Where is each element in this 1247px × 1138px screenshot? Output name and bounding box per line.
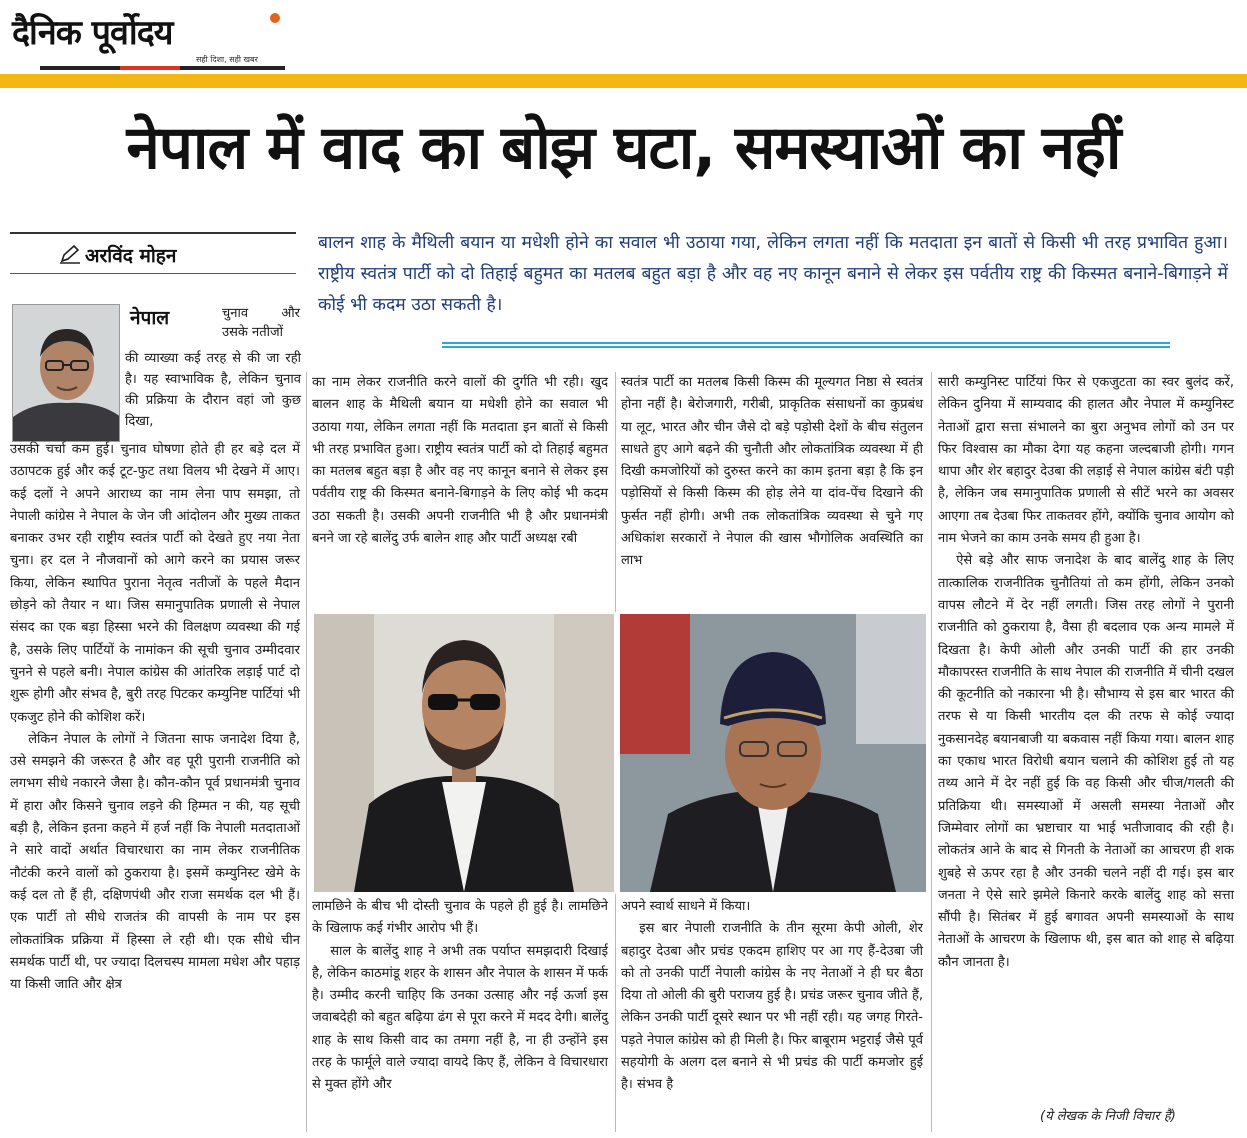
dateline: नेपाल <box>130 307 170 329</box>
paragraph: लेकिन नेपाल के लोगों ने जितना साफ जनादेश दिया है, उसे समझने की जरूरत है और वह पूरी पुरानी राजनीति को लगभग सीधे नकारने जैसा है। कौन-कौन पूर्व प्रधानमंत्री चुनाव में हारा और किसने चुनाव लड़ने की हिम्मत न की, यह सूची बड़ी है, लेकिन इतना कहने में हर्ज नहीं कि नेपाली मतदाताओं ने सारे वादों अर्थात विचारधारा का नाम लेकर राजनीतिक नौटंकी करने वालों को ठुकराया है। इसमें कम्युनिस्ट खेमे के कई दल तो हैं ही, दक्षिणपंथी और राजा समर्थक दल भी हैं। एक पार्टी तो सीधे राजतंत्र की वापसी के नाम पर इस लोकतांत्रिक प्रक्रिया में हिस्सा ले रही थी। एक सीधे चीन समर्थक पार्टी थी, पर ज्यादा दिलचस्प मामला मधेश और पहाड़ या किसी जाति और क्षेत्र <box>10 731 300 993</box>
column-divider <box>615 372 616 612</box>
column-divider <box>615 894 616 1132</box>
paragraph: उसकी चर्चा कम हुई। चुनाव घोषणा होते ही हर बड़े दल में उठापटक हुई और कई टूट-फुट तथा विलय भी देखने में आए। कई दलों ने अपने आराध्य का नाम लेना पाप समझा, तो नेपाली कांग्रेस ने नेपाल के जेन जी आंदोलन और मुख्य ताकत बनाकर उभर रही राष्ट्रीय स्वतंत्र पार्टी को देखते हुए नया नेता चुना। हर दल ने नौजवानों को आगे करने का प्रयास जरूर किया, लेकिन स्थापित पुराना नेतृत्व नतीजों के पहले मैदान छोड़ने को तैयार न था। जिस समानुपातिक प्रणाली से नेपाल संसद का एक बड़ा हिस्सा भरने की विलक्षण व्यवस्था की गई है, उसके लिए पार्टियों के नामांकन की सूची चुनाव उम्मीदवार चुनने से पहले बनी। नेपाल कांग्रेस की आंतरिक लड़ाई पार्ट दो शुरू होगी और संभव है, बुरी तरह पिटकर कम्युनिष्ट पार्टियां भी एकजुट होने की कोशिश करें। <box>10 442 300 725</box>
article-headline: नेपाल में वाद का बोझ घटा, समस्याओं का नहीं <box>126 113 1121 183</box>
byline-box <box>10 232 296 274</box>
article-column-3-continued <box>621 896 923 1097</box>
column-divider <box>931 372 932 1132</box>
paragraph: सारी कम्युनिस्ट पार्टियां फिर से एकजुटता का स्वर बुलंद करें, लेकिन दुनिया में साम्यवाद की हालत और नेपाल में कम्युनिस्ट नेताओं द्वारा सत्ता संभालने का बुरा अनुभव लोगों को उन पर फिर विश्वास का मौका देगा यह कहना जल्दबाजी होगी। गगन थापा और शेर बहादुर देउबा की लड़ाई से नेपाल कांग्रेस बंटी पड़ी है, लेकिन जब समानुपातिक प्रणाली से सीटें भरने का अवसर आएगा तब देउबा फिर ताकतवर होंगे, क्योंकि चुनाव आयोग को नाम भेजने का काम उनके समय ही हुआ है। <box>938 375 1234 547</box>
logo-dot-icon <box>270 13 280 23</box>
article-column-1-wrap: की व्याख्या कई तरह से की जा रही है। यह स्वाभाविक है, लेकिन चुनाव की प्रक्रिया के दौरान वहां जो कुछ दिखा, <box>125 351 301 429</box>
logo-tagline: सही दिशा, सही खबर <box>196 55 258 64</box>
article-deck: बालन शाह के मैथिली बयान या मधेशी होने का सवाल भी उठाया गया, लेकिन लगता नहीं कि मतदाता इन बातों से किसी भी तरह प्रभावित हुआ। राष्ट्रीय स्वतंत्र पार्टी को दो तिहाई बहुमत का मतलब बहुत बड़ा है और वह नए कानून बनाने से लेकर इस पर्वतीय राष्ट्र की किस्मत बनाने-बिगाड़ने में कोई भी कदम उठा सकती है। <box>318 233 1228 315</box>
author-byline: अरविंद मोहन <box>85 245 177 267</box>
photo-sher-bahadur-deuba <box>620 614 926 892</box>
column-divider <box>306 372 307 1132</box>
paragraph: साल के बालेंदु शाह ने अभी तक पर्याप्त समझदारी दिखाई है, लेकिन काठमांडू शहर के शासन और नेपाल के शासन में फर्क है। उम्मीद करनी चाहिए कि उनका उत्साह और नई ऊर्जा इस जवाबदेही को बहुत बढ़िया ढंग से पूरा करने में मदद देगी। बालेंदु शाह के साथ किसी वाद का तमगा नहीं है, ना ही उन्होंने इस तरह के फार्मूले वाले ज्यादा वायदे किए हैं, लेकिन वे विचारधारा से मुक्त होंगे और <box>312 943 608 1093</box>
logo-underline-accent <box>120 66 180 70</box>
paragraph: इस बार नेपाली राजनीति के तीन सूरमा केपी ओली, शेर बहादुर देउबा और प्रचंड एकदम हाशिए पर आ गए हैं-देउबा जी को तो उनकी पार्टी नेपाली कांग्रेस के नए नेताओं ने ही घर बैठा दिया तो ओली की बुरी पराजय हुई है। प्रचंड जरूर चुनाव जीते हैं, लेकिन उनकी पार्टी दूसरे स्थान पर भी नहीं रही। यह जगह गिरते-पड़ते नेपाल कांग्रेस को ही मिली है। फिर बाबूराम भट्टराई जैसे पूर्व सहयोगी के अलग दल बनाने से भी प्रचंड की पार्टी कमजोर हुई है। संभव है <box>621 921 923 1093</box>
article-column-2: का नाम लेकर राजनीति करने वालों की दुर्गति भी रही। खुद बालन शाह के मैथिली बयान या मधेशी होने का सवाल भी उठाया गया, लेकिन लगता नहीं कि मतदाता इन बातों से किसी भी तरह प्रभावित हुआ। राष्ट्रीय स्वतंत्र पार्टी को दो तिहाई बहुमत का मतलब बहुत बड़ा है और वह नए कानून बनाने से लेकर इस पर्वतीय राष्ट्र की किस्मत बनाने-बिगाड़ने के लिए कोई भी कदम उठा सकती है। उसकी अपनी राजनीति भी है और प्रधानमंत्री बनने जा रहे बालेंदु उर्फ बालेन शाह और पार्टी अध्यक्ष रबी <box>312 375 608 547</box>
article-column-2-continued <box>312 896 608 1097</box>
newspaper-logo: दैनिक पूर्वोदय <box>12 13 173 53</box>
article-column-1-intro: चुनाव और उसके नतीजों <box>222 306 300 340</box>
photo-balendra-shah <box>314 614 614 892</box>
masthead <box>0 0 1247 92</box>
author-disclaimer: (ये लेखक के निजी विचार हैं) <box>1040 1109 1176 1124</box>
masthead-band <box>0 74 1247 88</box>
author-photo <box>12 304 120 442</box>
article-column-4 <box>938 372 1234 974</box>
article-column-1 <box>10 439 300 996</box>
paragraph: लामछिने के बीच भी दोस्ती चुनाव के पहले ही हुई है। लामछिने के खिलाफ कई गंभीर आरोप भी हैं। <box>312 899 608 937</box>
pen-icon <box>60 244 80 264</box>
paragraph: अपने स्वार्थ साधने में किया। <box>621 899 751 914</box>
deck-divider <box>442 342 1170 348</box>
paragraph: ऐसे बड़े और साफ जनादेश के बाद बालेंदु शाह के लिए तात्कालिक राजनीतिक चुनौतियां तो कम होंगी, लेकिन उनको वापस लौटने में देर नहीं लगती। जिस तरह लोगों ने पुरानी राजनीति को ठुकराया है, वैसा ही बदलाव एक अन्य मामले में दिखता है। केपी ओली और उनकी पार्टी की हार उनकी मौकापरस्त राजनीति के साथ नेपाल की राजनीति में चीनी दखल की कूटनीति को नकारना भी है। सौभाग्य से इस बार भारत की तरफ से या किसी भारतीय दल की तरफ से कोई ज्यादा नुकसानदेह बयानबाजी या बकवास नहीं किया गया। बालन शाह का एकाध भारत विरोधी बयान चलाने की कोशिश हुई तो यह तथ्य आने में देर नहीं हुई कि वह किसी और चीज/गलती की प्रतिक्रिया थी। समस्याओं में असली समस्या नेताओं और जिम्मेवार लोगों का भ्रष्टाचार या भाई भतीजावाद की रही है। लोकतंत्र आने के बाद से गिनती के नेताओं का आचरण ही शक शुबहे से ऊपर रहा है और उनकी चलने नहीं दी गई। इस बार जनता ने ऐसे सारे झमेले किनारे करके बालेंदु शाह को सत्ता सौंपी है। सितंबर में हुई बगावत अपनी समस्याओं के साथ नेताओं के आचरण के खिलाफ थी, इस बात को शाह से बढ़िया कौन जानता है। <box>938 553 1234 970</box>
article-column-3: स्वतंत्र पार्टी का मतलब किसी किस्म की मूल्यगत निष्ठा से स्वतंत्र होना नहीं है। बेरोजगारी, गरीबी, प्राकृतिक संसाधनों का कुप्रबंध या लूट, भारत और चीन जैसे दो बड़े पड़ोसी देशों के बीच संतुलन साधते हुए आगे बढ़ने की चुनौती और लोकतांत्रिक व्यवस्था में ही दिखी कमजोरियों को दुरुस्त करने का काम इतना बड़ा है कि इन पड़ोसियों से किसी किस्म की होड़ लेने या दांव-पेंच दिखाने की फुर्सत नहीं होगी। अभी तक लोकतांत्रिक व्यवस्था से चुने गए अधिकांश सरकारों ने नेपाल की खास भौगोलिक अवस्थिति का लाभ <box>621 375 923 569</box>
